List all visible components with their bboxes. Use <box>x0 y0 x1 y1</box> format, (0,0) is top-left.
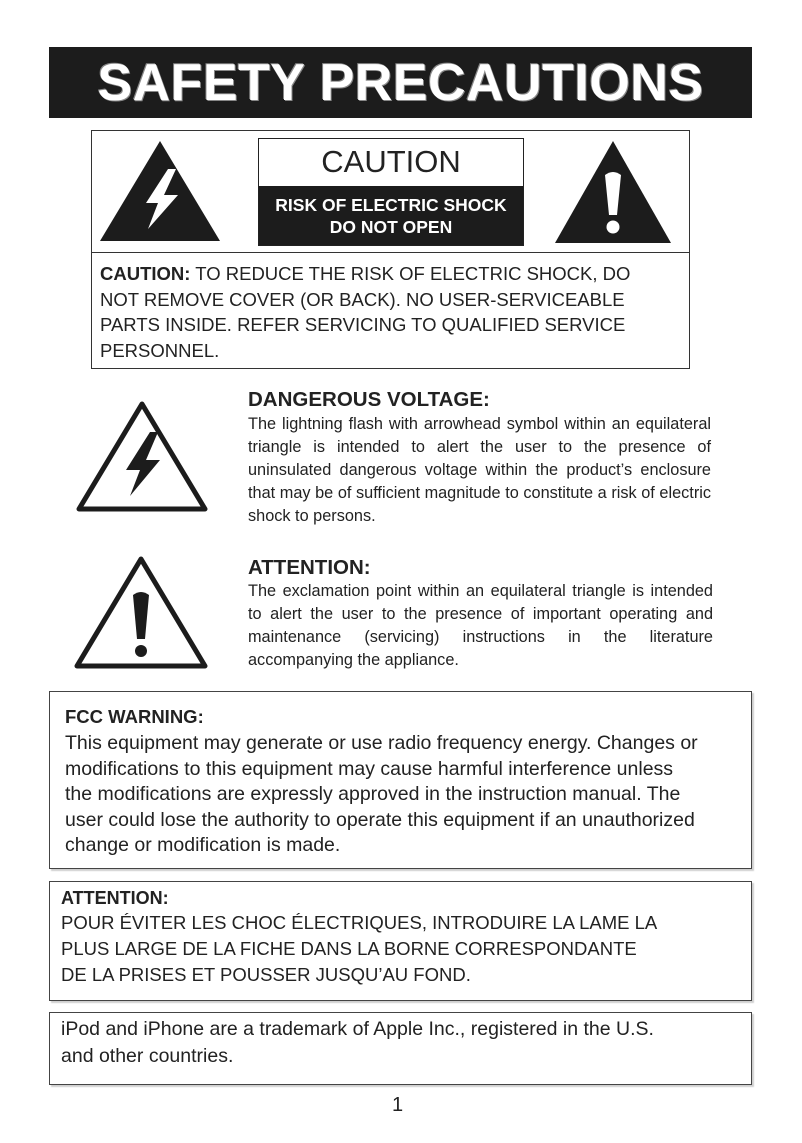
caution-text-line2: NOT REMOVE COVER (OR BACK). NO USER-SERVICEABLE <box>100 288 625 310</box>
trademark-text <box>61 1016 654 1070</box>
title-banner <box>49 47 752 118</box>
french-line1: POUR ÉVITER LES CHOC ÉLECTRIQUES, INTRODUIRE LA LAME LA <box>61 912 658 933</box>
attention-heading: ATTENTION: <box>248 556 371 579</box>
french-line2: PLUS LARGE DE LA FICHE DANS LA BORNE CORRESPONDANTE <box>61 938 637 959</box>
dangerous-voltage-body: The lightning flash with arrowhead symbol within an equilateral triangle is intended to alert the user to the presence of uninsulated dangerous voltage within the product’s enclosure that may be of sufficient magnitude to constitute a risk of electric shock to persons. <box>248 415 711 525</box>
page-number: 1 <box>392 1094 404 1116</box>
lightning-outline-icon <box>74 398 210 514</box>
fcc-line5: change or modification is made. <box>65 834 341 856</box>
caution-label-warning-line2: DO NOT OPEN <box>329 217 453 237</box>
french-attention-body <box>61 910 657 988</box>
trademark-line2: and other countries. <box>61 1045 234 1067</box>
dangerous-voltage-heading: DANGEROUS VOLTAGE: <box>248 388 490 411</box>
exclamation-outline-icon <box>72 553 210 671</box>
trademark-line1: iPod and iPhone are a trademark of Apple Inc., registered in the U.S. <box>61 1018 654 1040</box>
page-title: SAFETY PRECAUTIONS <box>97 53 704 112</box>
caution-text-bold: CAUTION: <box>100 263 191 284</box>
caution-text-line3: PARTS INSIDE. REFER SERVICING TO QUALIFIED SERVICE <box>100 314 626 335</box>
fcc-warning-title: FCC WARNING: <box>65 706 204 727</box>
fcc-warning-body <box>65 731 698 859</box>
caution-text-line1: TO REDUCE THE RISK OF ELECTRIC SHOCK, DO <box>190 263 631 284</box>
lightning-warning-icon <box>98 139 222 243</box>
exclamation-warning-icon <box>553 139 673 245</box>
fcc-line1: This equipment may generate or use radio frequency energy. Changes or <box>65 732 698 754</box>
fcc-line4: user could lose the authority to operate this equipment if an unauthorized <box>65 808 695 831</box>
french-attention-title: ATTENTION: <box>61 888 169 908</box>
caution-text-line4: PERSONNEL. <box>100 339 220 361</box>
caution-text <box>100 261 700 363</box>
caution-divider <box>92 252 689 253</box>
caution-label-warning-line1: RISK OF ELECTRIC SHOCK <box>275 195 507 215</box>
fcc-line2: modifications to this equipment may cause harmful interference unless <box>65 757 674 780</box>
attention-body: The exclamation point within an equilateral triangle is intended to alert the user to the presence of important operating and maintenance (servicing) instructions in the literature accompanying the appliance. <box>248 582 713 669</box>
fcc-line3: the modifications are expressly approved in the instruction manual. The <box>65 783 681 805</box>
caution-label-warning <box>259 186 523 245</box>
caution-label-heading: CAUTION <box>321 144 461 179</box>
french-line3: DE LA PRISES ET POUSSER JUSQU’AU FOND. <box>61 964 471 985</box>
